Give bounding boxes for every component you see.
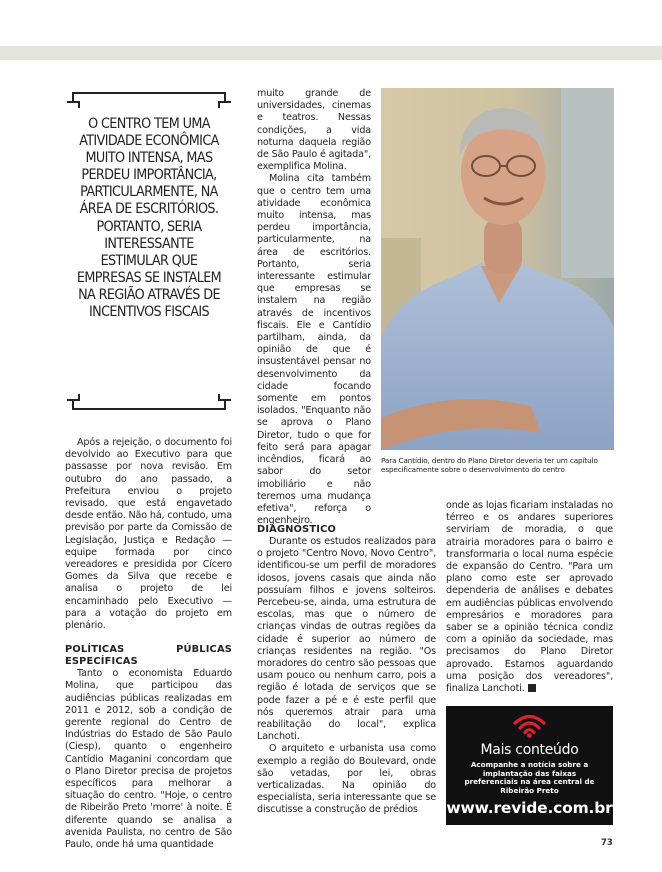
paragraph xyxy=(446,500,613,695)
promo-title: Mais conteúdo xyxy=(480,742,579,758)
paragraph: O arquiteto e urbanista usa como exemplo a região do Boulevard, onde são vetadas, por lei, obras verticalizadas. Na opinião do especialista, seria interessante que se discutisse a construção de prédios xyxy=(257,743,436,816)
article-column-middle-top xyxy=(257,88,371,527)
promo-subtitle: Acompanhe a notícia sobre a implantação das faixas preferenciais na área central de Ribeirão Preto xyxy=(464,760,595,795)
promo-url-link[interactable]: www.revide.com.br xyxy=(446,799,613,817)
paragraph: Tanto o economista Eduardo Molina, que participou das audiências públicas realizadas em 2011 e 2012, sob a condição de gerente regional do Centro de Indústrias do Estado de São Paulo (Ciesp), quanto o engenheiro Cantídio Maganini concordam que o Plano Diretor precisa de projetos específicos para melhorar a situação do centro. "Hoje, o centro de Ribeirão Preto 'morre' à noite. É diferente quando se analisa a avenida Paulista, no centro de São Paulo, onde há uma quantidade xyxy=(65,668,232,851)
section-heading: DIAGNÓSTICO xyxy=(257,524,337,535)
pull-quote-box xyxy=(65,88,233,414)
portrait-photo xyxy=(381,88,614,450)
paragraph-text: onde as lojas ficariam instaladas no térreo e os andares superiores serviriam de moradia, o que atrairia moradores para o bairro e transformaria o local numa espécie de expansão do Centro. "Para um plano como este ser aprovado dependeria de análises e debates em audiências públicas envolvendo empresários e moradores para saber se a opinião técnica condiz com a opinião da sociedade, mas precisamos do Plano Diretor aprovado. Estamos aguardando uma posição dos vereadores", finaliza Lanchoti. xyxy=(446,500,613,695)
paragraph: muito grande de universidades, cinemas e teatros. Nessas condições, a vida noturna daquela região de São Paulo é agitada", exemplifica Molina. xyxy=(257,88,371,173)
paragraph: Durante os estudos realizados para o projeto "Centro Novo, Novo Centro", identificou-se um perfil de moradores idosos, jovens casais que ainda não possuíam filhos e jovens solteiros. Percebeu-se, ainda, uma estrutura de escolas, mas que o número de crianças vindas de outras regiões da cidade é superior ao número de crianças residentes na região. "Os moradores do centro são pessoas que usam pouco ou nenhum carro, pois a região é lotada de serviços que se pode fazer a pé e é este perfil que nós queremos atrair para uma reabilitação do local", explica Lanchoti. xyxy=(257,536,436,743)
article-column-left xyxy=(65,437,232,851)
article-column-middle-bottom xyxy=(257,524,436,817)
photo-caption: Para Cantídio, dentro do Plano Diretor deveria ter um capítulo especificamente sobre o desenvolvimento do centro xyxy=(381,456,598,475)
paragraph: Após a rejeição, o documento foi devolvido ao Executivo para que passasse por nova revisão. Em outubro do ano passado, a Prefeitura enviou o projeto revisado, que está engavetado desde então. Não há, contudo, uma previsão por parte da Comissão de Legislação, Justiça e Redação — equipe formada por cinco vereadores e presidida por Cícero Gomes da Silva que recebe e analisa o projeto de lei encaminhado pelo Executivo — para a votação do projeto em plenário. xyxy=(65,437,232,632)
section-heading: POLÍTICAS PÚBLICAS ESPECÍFICAS xyxy=(65,644,232,668)
wifi-signal-icon xyxy=(513,714,546,738)
top-band xyxy=(0,46,662,60)
article-column-right xyxy=(446,500,613,695)
page-number: 73 xyxy=(601,838,613,848)
pull-quote-text: O CENTRO TEM UMA ATIVIDADE ECONÔMICA MUITO INTENSA, MAS PERDEU IMPORTÂNCIA, PARTICULARMENTE, NA ÁREA DE ESCRITÓRIOS. PORTANTO, SERIA INTERESSANTE ESTIMULAR QUE EMPRESAS SE INSTALEM NA REGIÃO ATRAVÉS DE INCENTIVOS FISCAIS xyxy=(76,116,222,321)
end-mark-icon xyxy=(528,684,536,692)
promo-box[interactable] xyxy=(446,706,613,825)
paragraph: Molina cita também que o centro tem uma atividade econômica muito intensa, mas perdeu importância, particularmente, na área de escritórios. Portanto, seria interessante estimular que empresas se instalem na região através de incentivos fiscais. Ele e Cantídio partilham, ainda, da opinião de que é insustentável pensar no desenvolvimento da cidade focando somente em pontos isolados. "Enquanto não se aprova o Plano Diretor, tudo o que for feito será para apagar incêndios, ficará ao sabor do setor imobiliário e não teremos uma mudança efetiva", reforça o engenheiro. xyxy=(257,173,371,527)
